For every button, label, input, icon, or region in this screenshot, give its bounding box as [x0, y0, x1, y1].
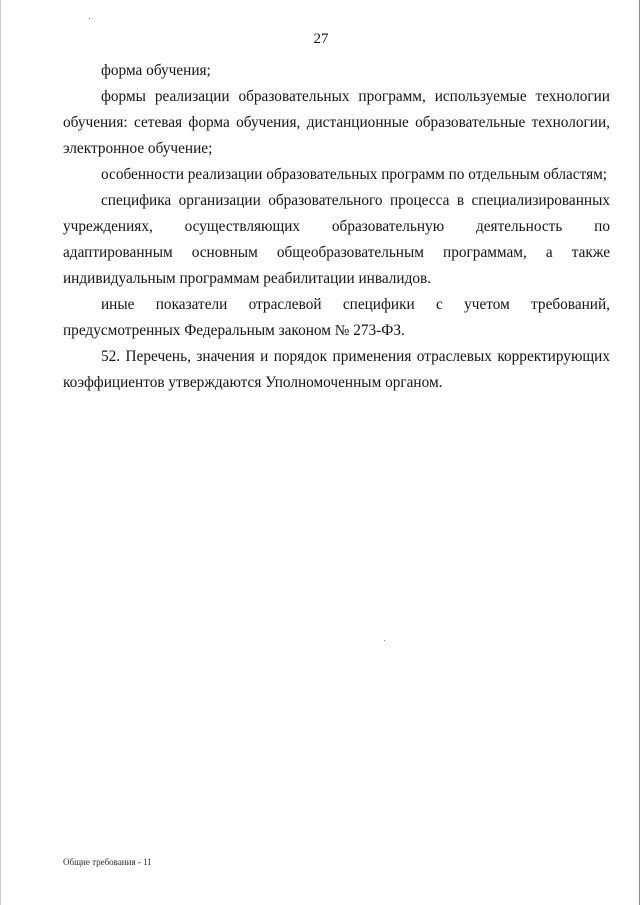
paragraph-implementation-specifics: особенности реализации образовательных программ по отдельным областям; [101, 166, 608, 183]
scan-speck [89, 18, 90, 19]
paragraph-other-indicators: иные показатели отраслевой специфики с учетом требований, предусмотренных Федеральным законом № 273-ФЗ. [63, 296, 610, 339]
page-number: 27 [313, 31, 329, 47]
paragraph-implementation-forms: формы реализации образовательных программ, используемые технологии обучения: сетевая форма обучения, дистанционные образовательные технологии, электронное обучение; [63, 88, 610, 157]
page-footer: Общие требования - 11 [63, 857, 152, 867]
document-body [63, 58, 610, 396]
scan-speck [384, 640, 385, 641]
paragraph-specialized-institutions: специфика организации образовательного процесса в специализированных учреждениях, осуществляющих образовательную деятельность по адаптированным основным общеобразовательным программам, а также индивидуальным программам реабилитации инвалидов. [63, 192, 610, 287]
paragraph-form-of-study: форма обучения; [101, 62, 211, 79]
paragraph-item-52: 52. Перечень, значения и порядок применения отраслевых корректирующих коэффициентов утверждаются Уполномоченным органом. [63, 348, 610, 391]
